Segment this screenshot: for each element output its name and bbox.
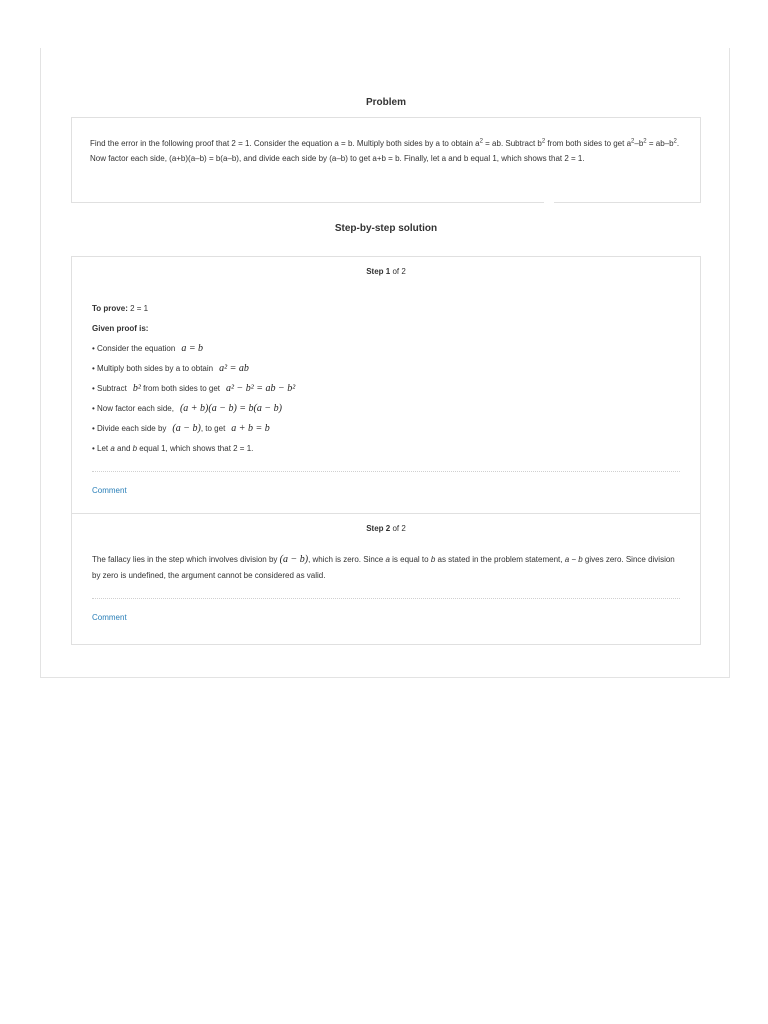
math-expression: a = b [181,343,204,354]
step-1-header: Step 1 of 2 [366,267,406,276]
solution-title: Step-by-step solution [334,223,438,234]
given-proof-label: Given proof is: [92,324,149,333]
problem-title: Problem [365,97,406,108]
bullet-divide: • Divide each side by (a − b), to get a + b = b [92,423,270,434]
math-expression: (a − b) [172,423,201,434]
card-notch [544,201,554,204]
bullet-factor: • Now factor each side, (a + b)(a − b) = b(a − b) [92,403,282,414]
step-2 [72,513,700,644]
math-expression: a² = ab [219,363,249,374]
to-prove: To prove: 2 = 1 [92,304,149,313]
math-expression: b² [132,383,141,394]
content-panel [40,48,730,678]
math-expression: (a + b)(a − b) = b(a − b) [179,403,282,414]
comment-link-step-1[interactable]: Comment [92,486,127,495]
problem-card [71,117,701,203]
bullet-subtract: • Subtract b² from both sides to get a² − b² = ab − b² [92,383,296,394]
comment-link-step-2[interactable]: Comment [92,613,127,622]
math-expression: (a − b) [279,554,309,565]
step-2-explanation: The fallacy lies in the step which involves division by (a − b), which is zero. Since a is equal to b as stated in the problem statement, a − b gives zero. Since division by zero is undefined, the argument cannot be considered as valid. [92,554,675,580]
step-1 [72,257,700,513]
bullet-consider: • Consider the equation a = b [92,343,204,354]
problem-text: Find the error in the following proof that 2 = 1. Consider the equation a = b. Multiply both sides by a to obtain $a^2$ = ab. Subtract $b^2$ from both sides to get $a^2-b^2 = ab-b^2$. Now factor each side, (a+b)(a–b) = b(a–b), and divide each side by (a–b) to get a+b = b. Finally, let a and b equal 1, which shows that 2 = 1. [90,138,680,163]
solution-card [71,256,701,645]
math-expression: a + b = b [231,423,270,434]
step-2-header: Step 2 of 2 [366,524,406,533]
bullet-multiply: • Multiply both sides by a to obtain a² = ab [92,363,249,374]
bullet-let: • Let a and b equal 1, which shows that 2 = 1. [92,444,254,453]
math-expression: a² − b² = ab − b² [226,383,296,394]
